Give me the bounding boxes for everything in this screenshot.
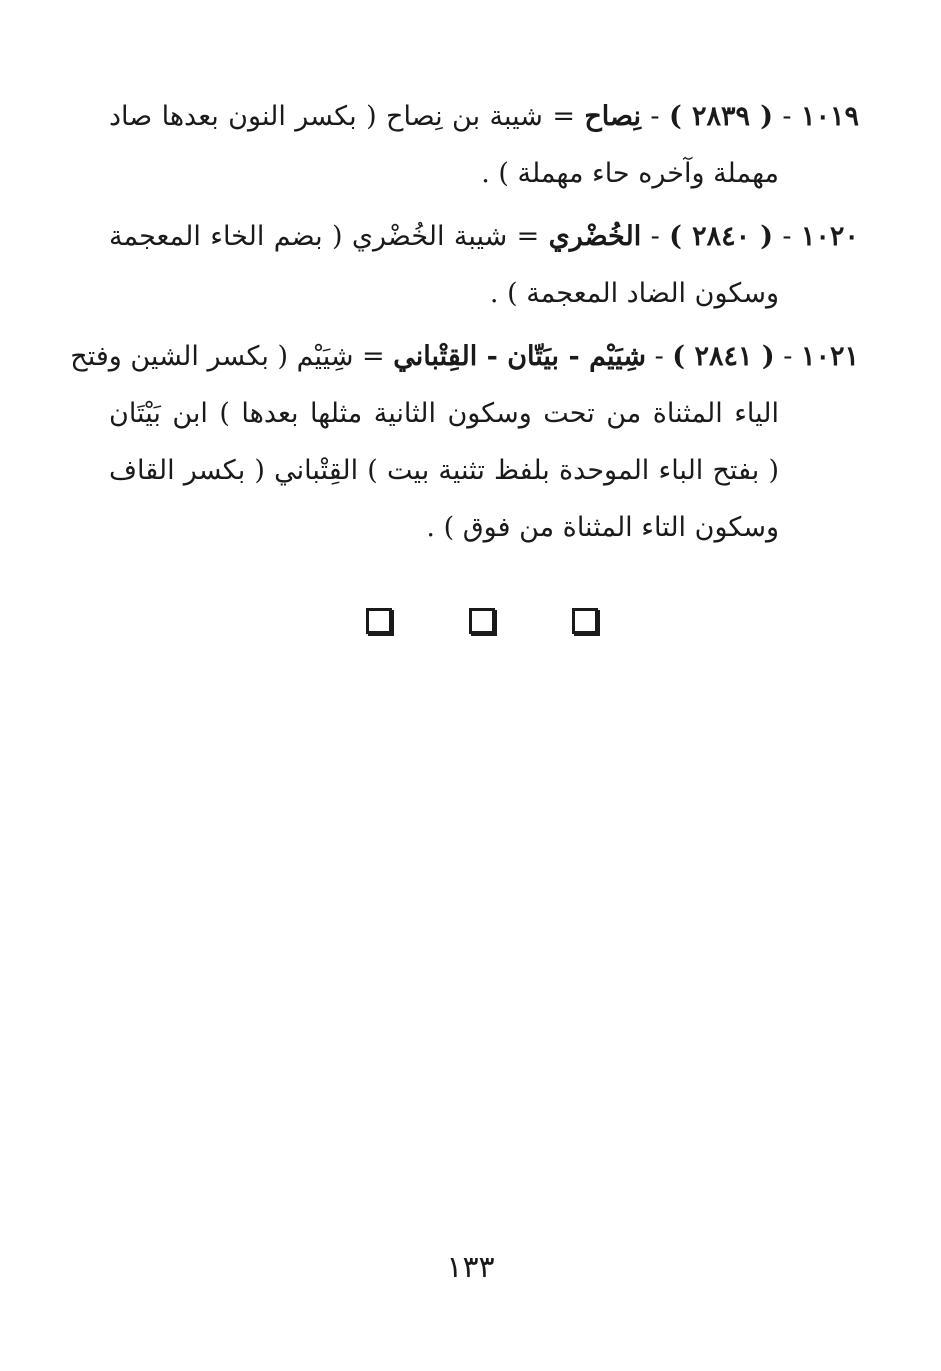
entry-separator: - <box>782 101 792 132</box>
entry-continuation-line: وسكون التاء المثناة من فوق ) . <box>426 512 779 543</box>
entry-continuation-line: وسكون الضاد المعجمة ) . <box>489 278 779 309</box>
entry-line <box>70 328 859 385</box>
entry-name: شِيَيْم - بيَتّان - القِتْباني <box>393 341 646 372</box>
entry-separator: - <box>783 341 793 372</box>
entry-reference: ( ٢٨٤١ ) <box>672 341 775 372</box>
entry-name: نِصاح <box>584 101 641 132</box>
entry-separator: - <box>650 101 660 132</box>
square-ornament-icon <box>366 608 392 634</box>
entry-number: ١٠٢١ <box>800 341 859 372</box>
entry-text: = شيبة الخُضْري ( بضم الخاء المعجمة <box>109 221 540 252</box>
page-number: ١٣٣ <box>446 1250 495 1285</box>
entry-separator: - <box>654 341 664 372</box>
entry-continuation-line: مهملة وآخره حاء مهملة ) . <box>481 158 779 189</box>
entry-line <box>109 208 859 265</box>
entry-continuation-line: ( بفتح الباء الموحدة بلفظ تثنية بيت ) القِتْباني ( بكسر القاف <box>109 455 779 486</box>
entry-1021 <box>70 328 859 556</box>
entry-reference: ( ٢٨٤٠ ) <box>669 221 774 252</box>
entry-continuation-line: الياء المثناة من تحت وسكون الثانية مثلها بعدها ) ابن بَيْتَان <box>109 398 779 429</box>
entries-list <box>70 88 859 562</box>
entry-separator: - <box>782 221 792 252</box>
entry-name: الخُضْري <box>548 221 642 252</box>
entry-text: = شيبة بن نِصاح ( بكسر النون بعدها صاد <box>109 101 575 132</box>
square-ornament-icon <box>572 608 598 634</box>
entry-number: ١٠٢٠ <box>800 221 859 252</box>
entry-reference: ( ٢٨٣٩ ) <box>668 101 773 132</box>
entry-separator: - <box>650 221 660 252</box>
entry-line <box>109 88 859 145</box>
entry-text: = شِيَيْم ( بكسر الشين وفتح <box>70 341 385 372</box>
section-divider <box>0 608 941 638</box>
square-ornament-icon <box>469 608 495 634</box>
entry-1020 <box>109 208 859 322</box>
entry-number: ١٠١٩ <box>800 101 859 132</box>
entry-1019 <box>109 88 859 202</box>
